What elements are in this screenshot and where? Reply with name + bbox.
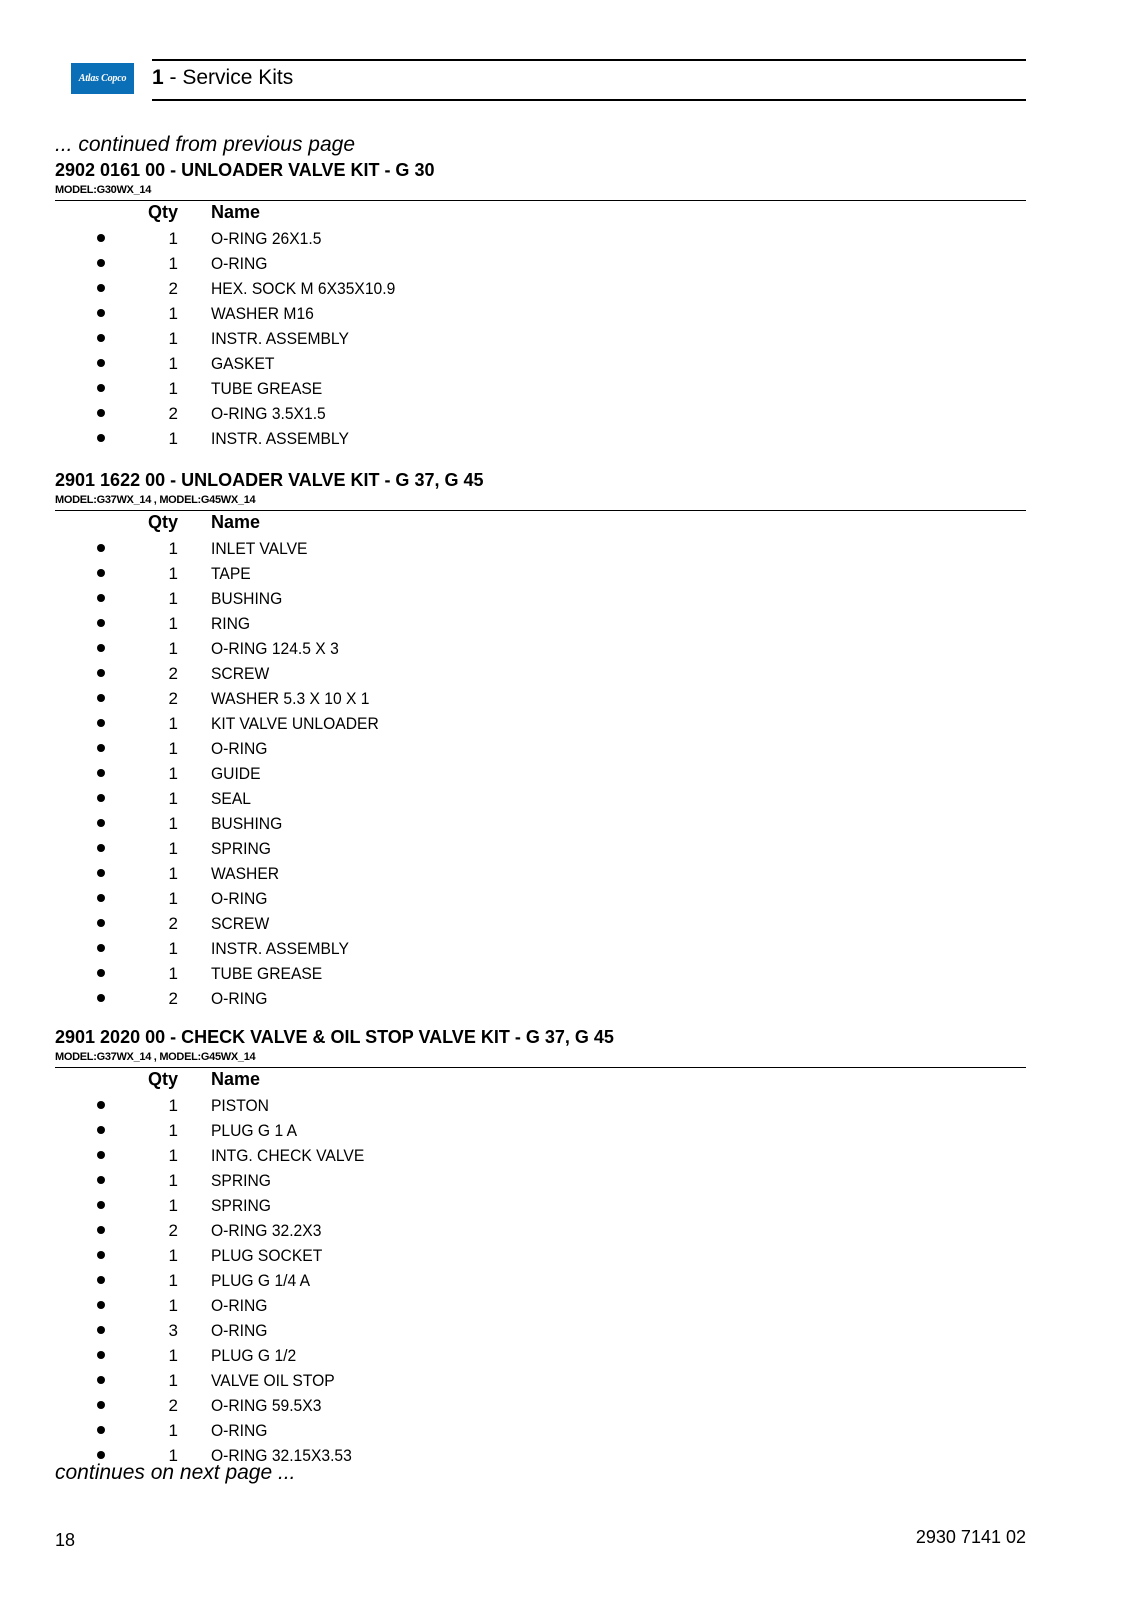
item-qty: 1 [168,564,178,583]
item-name: O-RING 59.5X3 [211,1396,322,1415]
item-name: INLET VALVE [211,539,308,558]
bullet-icon [97,919,105,927]
item-name: KIT VALVE UNLOADER [211,714,379,733]
item-qty: 1 [168,354,178,373]
header-bottom-rule [152,99,1026,101]
bullet-icon [97,1126,105,1134]
item-qty: 1 [168,814,178,833]
bullet-icon [97,1351,105,1359]
kit-item-row [0,736,1131,761]
item-name: TUBE GREASE [211,379,323,398]
bullet-icon [97,969,105,977]
item-qty: 1 [168,1196,178,1215]
item-qty: 1 [168,1371,178,1390]
item-name: PISTON [211,1096,269,1115]
item-qty: 1 [168,1121,178,1140]
kit-item-row [0,936,1131,961]
kit-items [0,226,1131,451]
item-qty: 1 [168,304,178,323]
item-name: O-RING [211,889,268,908]
kit-title: 2902 0161 00 - UNLOADER VALVE KIT - G 30 [55,160,435,180]
kit-item-row [0,1243,1131,1268]
item-qty: 1 [168,614,178,633]
item-qty: 1 [168,429,178,448]
item-qty: 1 [168,764,178,783]
item-qty: 1 [168,789,178,808]
bullet-icon [97,359,105,367]
bullet-icon [97,1401,105,1409]
name-column-header: Name [211,512,261,532]
kit-item-row [0,1418,1131,1443]
kit-item-row [0,1293,1131,1318]
bullet-icon [97,1226,105,1234]
item-name: INTG. CHECK VALVE [211,1146,365,1165]
qty-column-header: Qty [147,202,178,222]
item-qty: 1 [168,1296,178,1315]
bullet-icon [97,894,105,902]
item-qty: 1 [168,329,178,348]
name-column-header: Name [211,202,261,222]
bullet-icon [97,794,105,802]
item-name: PLUG G 1/4 A [211,1271,311,1290]
item-name: BUSHING [211,814,283,833]
kit-item-row [0,426,1131,451]
item-name: PLUG SOCKET [211,1246,323,1265]
section-name: Service Kits [182,66,294,89]
item-name: O-RING [211,254,268,273]
kit-title: 2901 1622 00 - UNLOADER VALVE KIT - G 37, G 45 [55,470,484,490]
bullet-icon [97,409,105,417]
kit-rule [55,200,1026,201]
item-qty: 2 [168,404,178,423]
item-name: RING [211,614,251,633]
item-name: O-RING 32.2X3 [211,1221,322,1240]
item-qty: 3 [168,1321,178,1340]
bullet-icon [97,309,105,317]
kit-item-row [0,1268,1131,1293]
bullet-icon [97,1251,105,1259]
kit-item-row [0,301,1131,326]
item-qty: 1 [168,889,178,908]
bullet-icon [97,669,105,677]
item-name: O-RING 3.5X1.5 [211,404,326,423]
item-qty: 1 [168,254,178,273]
item-name: SCREW [211,664,270,683]
kit-item-row [0,961,1131,986]
kit-item-row [0,1318,1131,1343]
item-name: O-RING 124.5 X 3 [211,639,339,658]
item-name: SPRING [211,839,271,858]
bullet-icon [97,1276,105,1284]
bullet-icon [97,334,105,342]
page-header [0,0,1131,110]
kit-item-row [0,251,1131,276]
kit-item-row [0,351,1131,376]
bullet-icon [97,544,105,552]
kit-item-row [0,911,1131,936]
kit-item-row [0,1368,1131,1393]
kit-item-row [0,886,1131,911]
bullet-icon [97,434,105,442]
kit-item-row [0,661,1131,686]
bullet-icon [97,819,105,827]
kit-item-row [0,1093,1131,1118]
page-number: 18 [55,1530,76,1550]
kit-item-row [0,861,1131,886]
kit-item-row [0,636,1131,661]
kit-item-row [0,986,1131,1011]
bullet-icon [97,594,105,602]
kit-items [0,1093,1131,1468]
item-qty: 1 [168,1271,178,1290]
qty-column-header: Qty [147,1069,178,1089]
kit-item-row [0,836,1131,861]
item-qty: 1 [168,1146,178,1165]
kit-item-row [0,326,1131,351]
kit-item-row [0,401,1131,426]
kit-item-row [0,1218,1131,1243]
item-name: PLUG G 1/2 [211,1346,297,1365]
section-number: 1 [152,66,164,89]
bullet-icon [97,619,105,627]
kit-item-row [0,811,1131,836]
item-qty: 1 [168,1421,178,1440]
item-name: SPRING [211,1171,271,1190]
item-qty: 2 [168,664,178,683]
item-qty: 2 [168,1396,178,1415]
bullet-icon [97,1426,105,1434]
item-name: INSTR. ASSEMBLY [211,329,349,348]
item-name: O-RING 32.15X3.53 [211,1446,352,1465]
item-name: INSTR. ASSEMBLY [211,939,349,958]
bullet-icon [97,1101,105,1109]
kit-item-row [0,561,1131,586]
kit-item-row [0,376,1131,401]
header-top-rule [152,59,1026,61]
bullet-icon [97,994,105,1002]
bullet-icon [97,284,105,292]
bullet-icon [97,234,105,242]
section-separator: - [163,66,183,89]
logo-wordmark: Atlas Copco [71,68,134,89]
item-name: O-RING [211,1421,268,1440]
bullet-icon [97,1201,105,1209]
kit-item-row [0,786,1131,811]
item-qty: 1 [168,539,178,558]
item-name: WASHER 5.3 X 10 X 1 [211,689,370,708]
item-qty: 1 [168,839,178,858]
kit-item-row [0,1118,1131,1143]
item-name: O-RING [211,989,268,1008]
item-name: TUBE GREASE [211,964,323,983]
kit-item-row [0,711,1131,736]
item-name: SEAL [211,789,252,808]
bullet-icon [97,769,105,777]
item-qty: 1 [168,714,178,733]
bullet-icon [97,1151,105,1159]
document-number: 2930 7141 02 [915,1527,1026,1547]
item-qty: 1 [168,864,178,883]
item-name: WASHER M16 [211,304,314,323]
kit-title: 2901 2020 00 - CHECK VALVE & OIL STOP VALVE KIT - G 37, G 45 [55,1027,614,1047]
item-name: GASKET [211,354,275,373]
item-qty: 1 [168,939,178,958]
item-qty: 1 [168,739,178,758]
kit-rule [55,510,1026,511]
atlas-copco-logo [71,63,134,94]
item-name: BUSHING [211,589,283,608]
bullet-icon [97,1301,105,1309]
continued-from-note: ... continued from previous page [55,133,356,156]
kit-item-row [0,536,1131,561]
bullet-icon [97,259,105,267]
bullet-icon [97,644,105,652]
item-qty: 2 [168,989,178,1008]
item-qty: 1 [168,1446,178,1465]
item-qty: 1 [168,589,178,608]
bullet-icon [97,384,105,392]
item-qty: 2 [168,689,178,708]
item-name: GUIDE [211,764,261,783]
kit-item-row [0,761,1131,786]
logo-bar-bottom [71,89,134,94]
bullet-icon [97,1451,105,1459]
item-name: SCREW [211,914,270,933]
item-name: O-RING [211,1321,268,1340]
bullet-icon [97,719,105,727]
kit-item-row [0,1168,1131,1193]
bullet-icon [97,1176,105,1184]
item-qty: 1 [168,639,178,658]
kit-rule [55,1067,1026,1068]
section-title [152,66,293,90]
kit-items [0,536,1131,1011]
kit-item-row [0,276,1131,301]
item-qty: 1 [168,1171,178,1190]
kit-item-row [0,1143,1131,1168]
kit-item-row [0,1393,1131,1418]
bullet-icon [97,844,105,852]
bullet-icon [97,869,105,877]
bullet-icon [97,1326,105,1334]
item-name: HEX. SOCK M 6X35X10.9 [211,279,396,298]
item-qty: 1 [168,1246,178,1265]
item-name: INSTR. ASSEMBLY [211,429,349,448]
item-qty: 2 [168,279,178,298]
item-name: WASHER [211,864,280,883]
kit-item-row [0,611,1131,636]
item-name: SPRING [211,1196,271,1215]
item-qty: 1 [168,1346,178,1365]
kit-item-row [0,226,1131,251]
kit-item-row [0,586,1131,611]
item-qty: 1 [168,229,178,248]
item-qty: 1 [168,1096,178,1115]
kit-model: MODEL:G37WX_14 , MODEL:G45WX_14 [55,494,256,506]
bullet-icon [97,694,105,702]
bullet-icon [97,744,105,752]
bullet-icon [97,1376,105,1384]
kit-item-row [0,1193,1131,1218]
item-qty: 1 [168,964,178,983]
item-qty: 2 [168,1221,178,1240]
item-name: VALVE OIL STOP [211,1371,335,1390]
item-name: O-RING [211,739,268,758]
kit-item-row [0,686,1131,711]
bullet-icon [97,569,105,577]
item-name: PLUG G 1 A [211,1121,298,1140]
bullet-icon [97,944,105,952]
kit-model: MODEL:G37WX_14 , MODEL:G45WX_14 [55,1051,256,1063]
item-qty: 1 [168,379,178,398]
kit-model: MODEL:G30WX_14 [55,184,152,196]
item-qty: 2 [168,914,178,933]
item-name: O-RING 26X1.5 [211,229,322,248]
item-name: O-RING [211,1296,268,1315]
continues-on-note: continues on next page ... [55,1461,296,1484]
name-column-header: Name [211,1069,261,1089]
kit-item-row [0,1343,1131,1368]
qty-column-header: Qty [147,512,178,532]
item-name: TAPE [211,564,251,583]
